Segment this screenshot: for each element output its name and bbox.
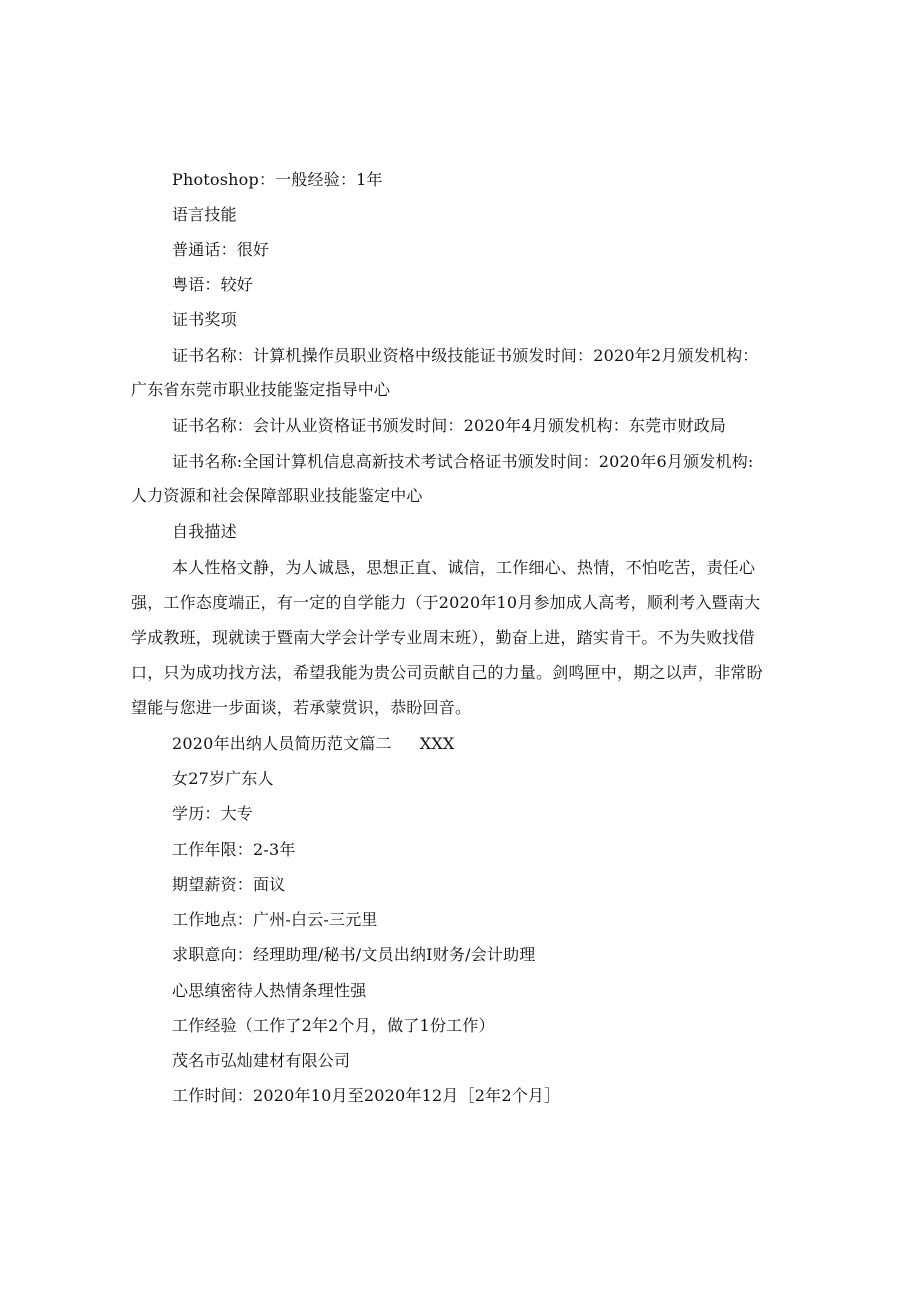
language-skills-heading: 语言技能	[172, 205, 237, 224]
job-intention: 求职意向：经理助理/秘书/文员出纳I财务/会计助理	[172, 945, 536, 964]
expected-salary: 期望薪资：面议	[172, 875, 286, 894]
work-years: 工作年限：2-3年	[172, 840, 296, 859]
work-experience-heading: 工作经验（工作了2年2个月，做了1份工作）	[172, 1016, 495, 1035]
resume-2-name: XXX	[419, 734, 455, 753]
company-name: 茂名市弘灿建材有限公司	[172, 1051, 351, 1070]
skill-mandarin: 普通话：很好	[172, 240, 270, 259]
self-description-line-5: 望能与您进一步面谈，若承蒙赏识，恭盼回音。	[131, 698, 472, 717]
work-location: 工作地点：广州-白云-三元里	[172, 910, 378, 929]
certificates-heading: 证书奖项	[172, 310, 237, 329]
resume-2-title: 2020年出纳人员简历范文篇二	[172, 734, 392, 753]
personal-traits: 心思缜密待人热情条理性强	[172, 981, 367, 1000]
certificate-1-line-2: 广东省东莞市职业技能鉴定指导中心	[131, 380, 391, 399]
certificate-2: 证书名称：会计从业资格证书颁发时间：2020年4月颁发机构：东莞市财政局	[172, 416, 727, 435]
certificate-3-line-2: 人力资源和社会保障部职业技能鉴定中心	[131, 486, 423, 505]
skill-photoshop: Photoshop：一般经验：1年	[172, 170, 383, 189]
self-description-heading: 自我描述	[172, 522, 237, 541]
work-time: 工作时间：2020年10月至2020年12月［2年2个月］	[172, 1086, 561, 1105]
skill-cantonese: 粤语：较好	[172, 275, 254, 294]
basic-info: 女27岁广东人	[172, 769, 274, 788]
certificate-3-line-1: 证书名称:全国计算机信息高新技术考试合格证书颁发时间：2020年6月颁发机构:	[172, 452, 754, 471]
self-description-line-1: 本人性格文静，为人诚恳，思想正直、诚信，工作细心、热情，不怕吃苦，责任心	[172, 558, 756, 577]
self-description-line-2: 强，工作态度端正，有一定的自学能力（于2020年10月参加成人高考，顺利考入暨南大	[131, 593, 761, 612]
resume-2-title-row	[172, 734, 455, 754]
self-description-line-4: 口，只为成功找方法，希望我能为贵公司贡献自己的力量。剑鸣匣中，期之以声，非常盼	[131, 663, 763, 682]
certificate-1-line-1: 证书名称：计算机操作员职业资格中级技能证书颁发时间：2020年2月颁发机构：	[172, 346, 759, 365]
self-description-line-3: 学成教班，现就读于暨南大学会计学专业周末班），勤奋上进，踏实肯干。不为失败找借	[131, 628, 755, 647]
education: 学历：大专	[172, 804, 254, 823]
